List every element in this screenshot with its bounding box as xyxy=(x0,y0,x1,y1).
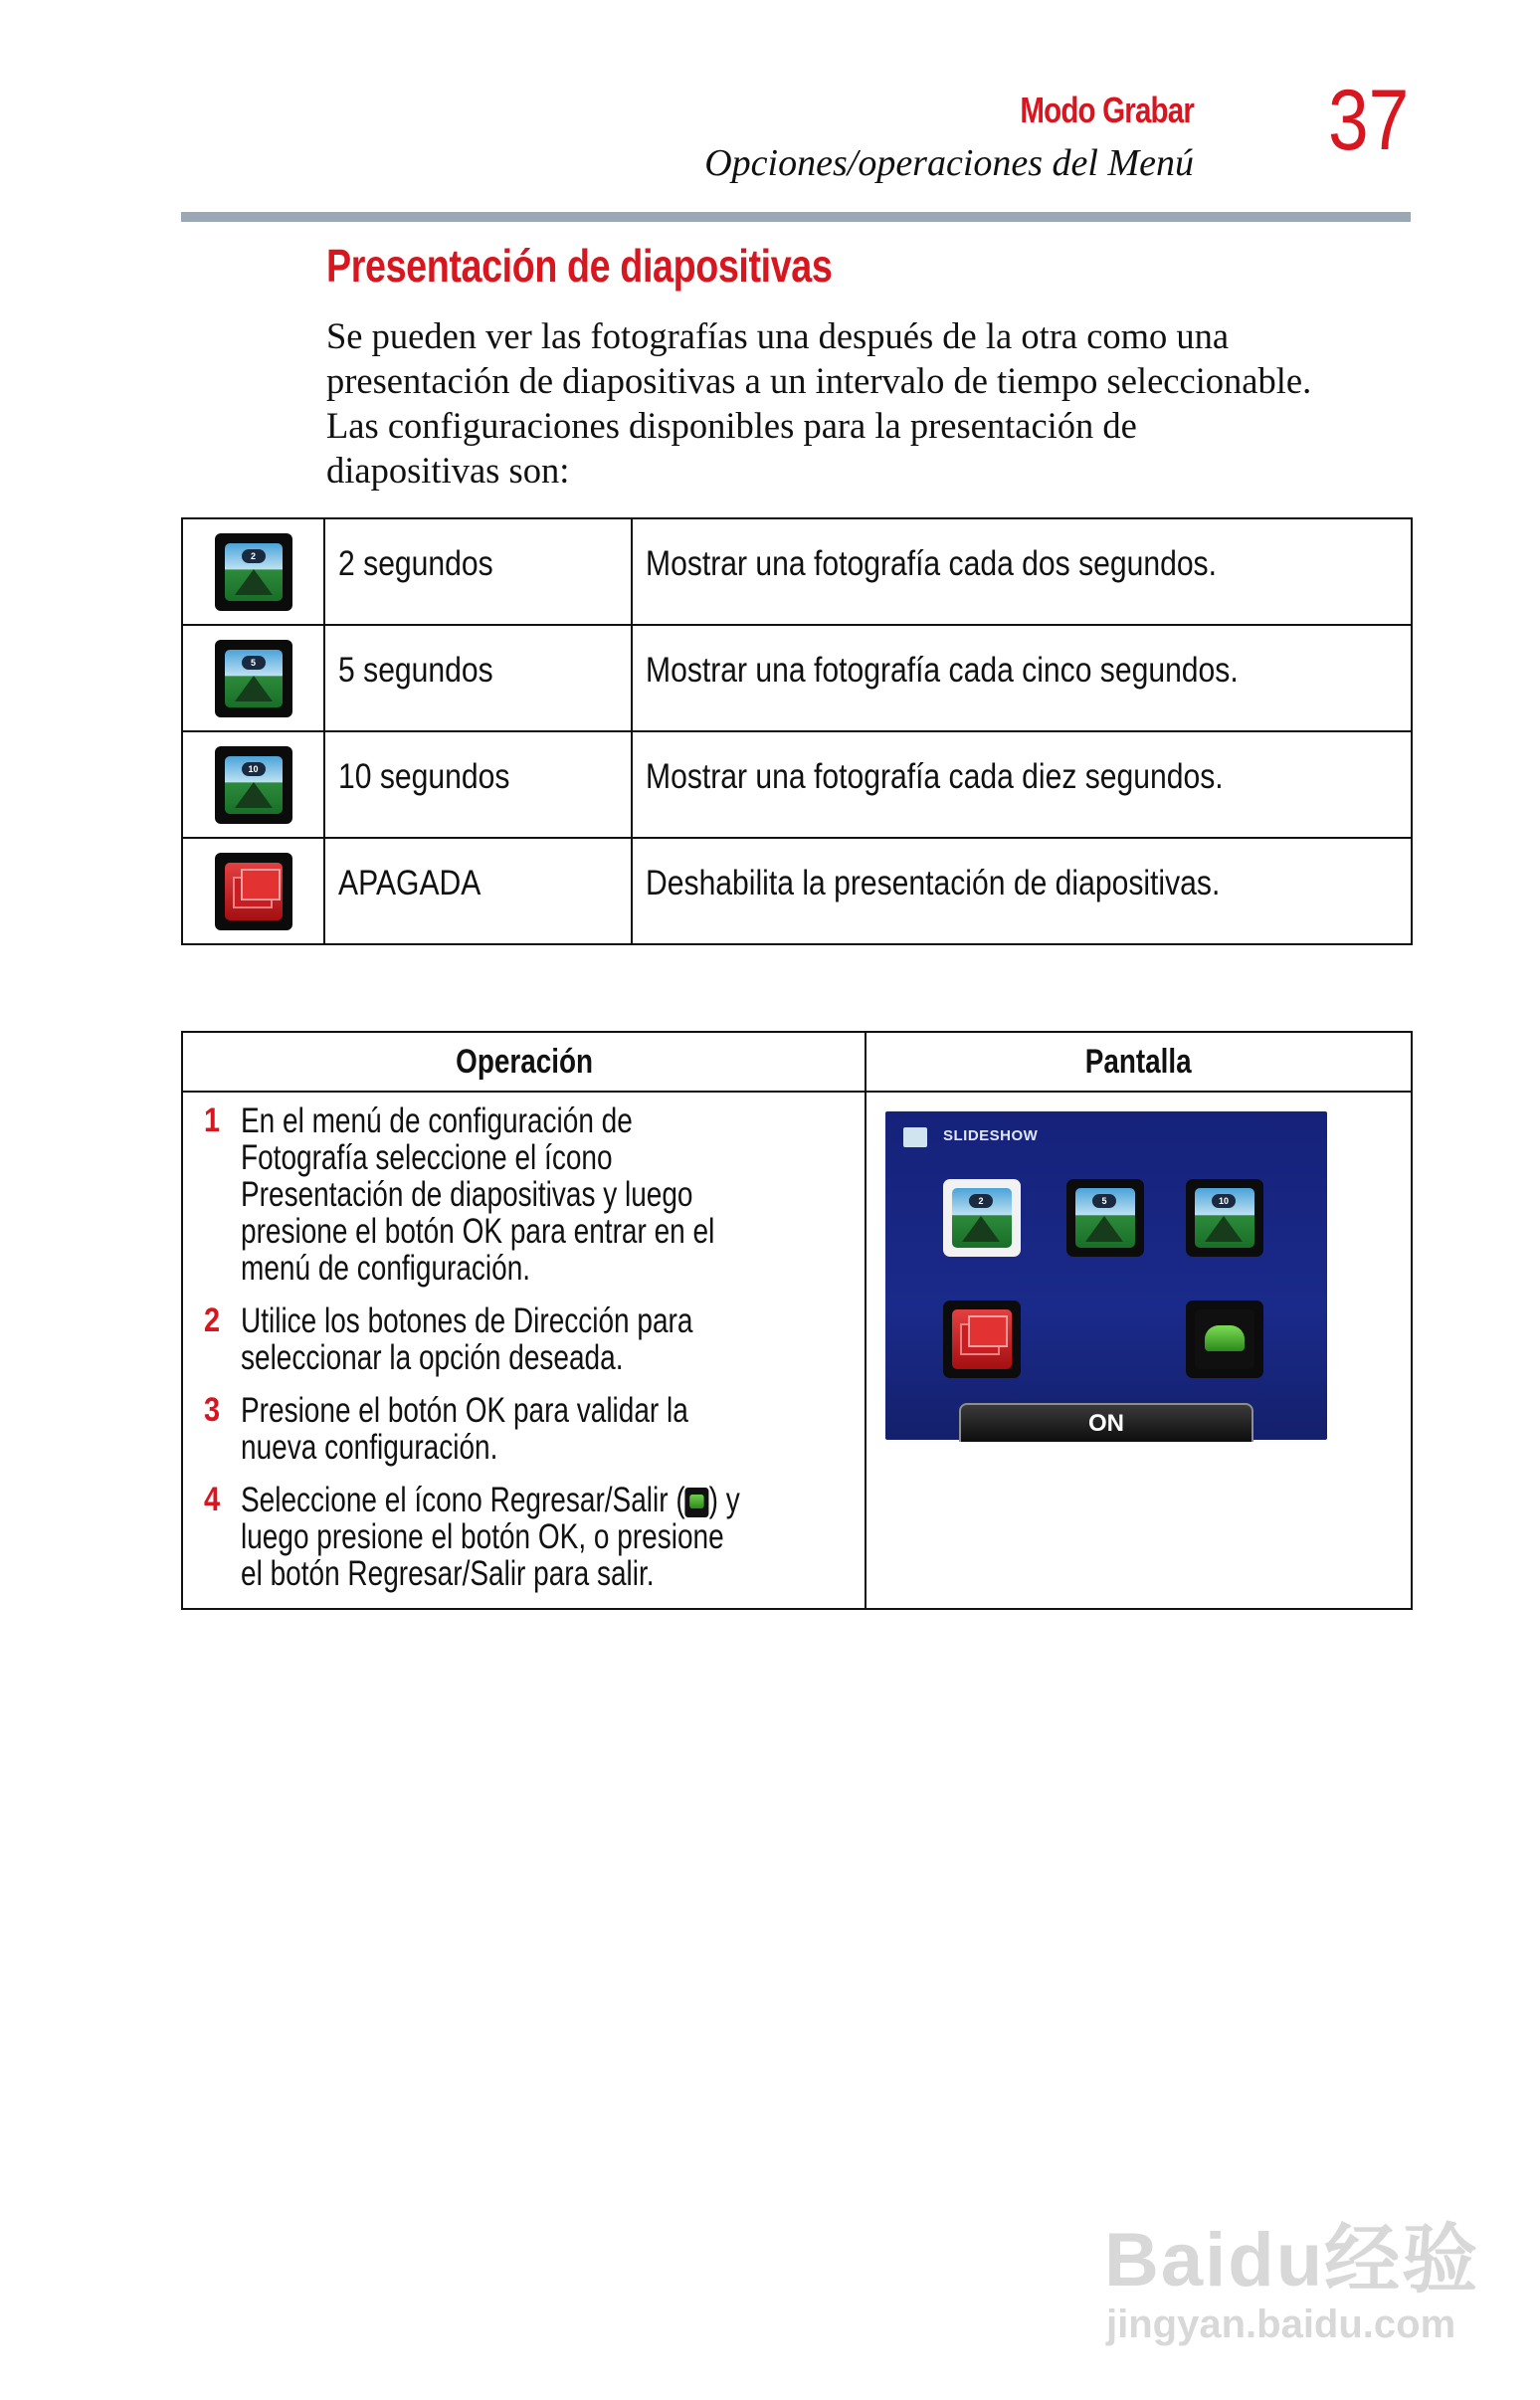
screen-back-icon[interactable] xyxy=(1186,1300,1263,1378)
step-number: 1 xyxy=(203,1101,221,1139)
screen-slideshow-off-icon[interactable] xyxy=(943,1300,1021,1378)
step-number: 3 xyxy=(203,1391,221,1429)
intro-line: Las configuraciones disponibles para la presentación de xyxy=(326,405,1137,446)
option-name: 5 segundos xyxy=(338,651,493,690)
table-header-row xyxy=(182,1032,1412,1092)
step-item xyxy=(183,1392,865,1466)
step-text: Utilice los botones de Dirección para seleccionar la opción deseada. xyxy=(241,1301,693,1377)
option-desc: Mostrar una fotografía cada dos segundos. xyxy=(646,544,1217,583)
step-number: 2 xyxy=(203,1301,221,1339)
option-icon-cell xyxy=(182,731,324,838)
back-exit-icon xyxy=(685,1488,709,1517)
operation-steps-cell xyxy=(182,1092,866,1609)
option-name-cell xyxy=(324,518,632,625)
section-title: Presentación de diapositivas xyxy=(326,240,833,292)
option-icon-cell xyxy=(182,518,324,625)
option-desc: Deshabilita la presentación de diapositivas. xyxy=(646,864,1221,902)
slideshow-10s-icon xyxy=(215,746,292,824)
screen-slideshow-5s-icon[interactable]: 5 xyxy=(1066,1179,1144,1257)
icon-badge: 10 xyxy=(242,762,266,776)
slideshow-5s-icon xyxy=(215,640,292,717)
slideshow-off-icon xyxy=(215,853,292,930)
header-section: Modo Grabar xyxy=(1020,90,1194,130)
intro-line: Se pueden ver las fotografías una después de la otra como una xyxy=(326,315,1230,356)
step-item xyxy=(183,1482,865,1592)
step-item xyxy=(183,1102,865,1287)
header-subtitle: Opciones/operaciones del Menú xyxy=(704,142,1194,184)
option-desc: Mostrar una fotografía cada cinco segundos. xyxy=(646,651,1239,690)
option-name: 10 segundos xyxy=(338,757,510,796)
option-name-cell xyxy=(324,625,632,731)
option-name: 2 segundos xyxy=(338,544,493,583)
step-text: En el menú de configuración de Fotografía seleccione el ícono Presentación de diapositivas y luego presione el botón OK para entrar en el menú de configuración. xyxy=(241,1101,715,1288)
column-header-operation: Operación xyxy=(182,1032,866,1092)
table-row xyxy=(182,731,1412,838)
screen-title: SLIDESHOW xyxy=(943,1127,1039,1144)
intro-line: diapositivas son: xyxy=(326,450,570,491)
step-number: 4 xyxy=(203,1481,221,1518)
option-desc-cell xyxy=(632,518,1412,625)
icon-badge: 5 xyxy=(242,656,266,670)
watermark-brand: Baidu经验 xyxy=(1104,2218,1480,2302)
step-text: Presione el botón OK para validar la nueva configuración. xyxy=(241,1391,688,1467)
header-rule xyxy=(181,212,1411,222)
option-desc: Mostrar una fotografía cada diez segundos. xyxy=(646,757,1224,796)
table-row xyxy=(182,838,1412,944)
table-row xyxy=(182,625,1412,731)
page-number: 37 xyxy=(1328,73,1410,168)
options-table xyxy=(181,517,1413,945)
option-desc-cell xyxy=(632,731,1412,838)
status-bar: ON xyxy=(959,1403,1253,1442)
option-desc-cell xyxy=(632,838,1412,944)
camera-screen xyxy=(885,1111,1327,1440)
column-header-screen: Pantalla xyxy=(866,1032,1412,1092)
screen-slideshow-2s-icon[interactable]: 2 xyxy=(943,1179,1021,1257)
watermark xyxy=(1104,2199,1480,2346)
intro-line: presentación de diapositivas a un intervalo de tiempo seleccionable. xyxy=(326,360,1312,401)
screen-slideshow-10s-icon[interactable]: 10 xyxy=(1186,1179,1263,1257)
slideshow-2s-icon xyxy=(215,533,292,611)
option-name: APAGADA xyxy=(338,864,481,902)
option-desc-cell xyxy=(632,625,1412,731)
option-name-cell xyxy=(324,838,632,944)
intro-paragraph xyxy=(326,313,1421,493)
option-icon-cell xyxy=(182,625,324,731)
step-item xyxy=(183,1302,865,1376)
option-name-cell xyxy=(324,731,632,838)
watermark-url: jingyan.baidu.com xyxy=(1106,2302,1456,2346)
step-text: Seleccione el ícono Regresar/Salir ( ) y luego presione el botón OK, o presione el botón Regresar/Salir para salir. xyxy=(241,1481,740,1593)
table-row xyxy=(182,518,1412,625)
slideshow-title-icon xyxy=(903,1127,927,1147)
option-icon-cell xyxy=(182,838,324,944)
icon-badge: 2 xyxy=(242,549,266,563)
